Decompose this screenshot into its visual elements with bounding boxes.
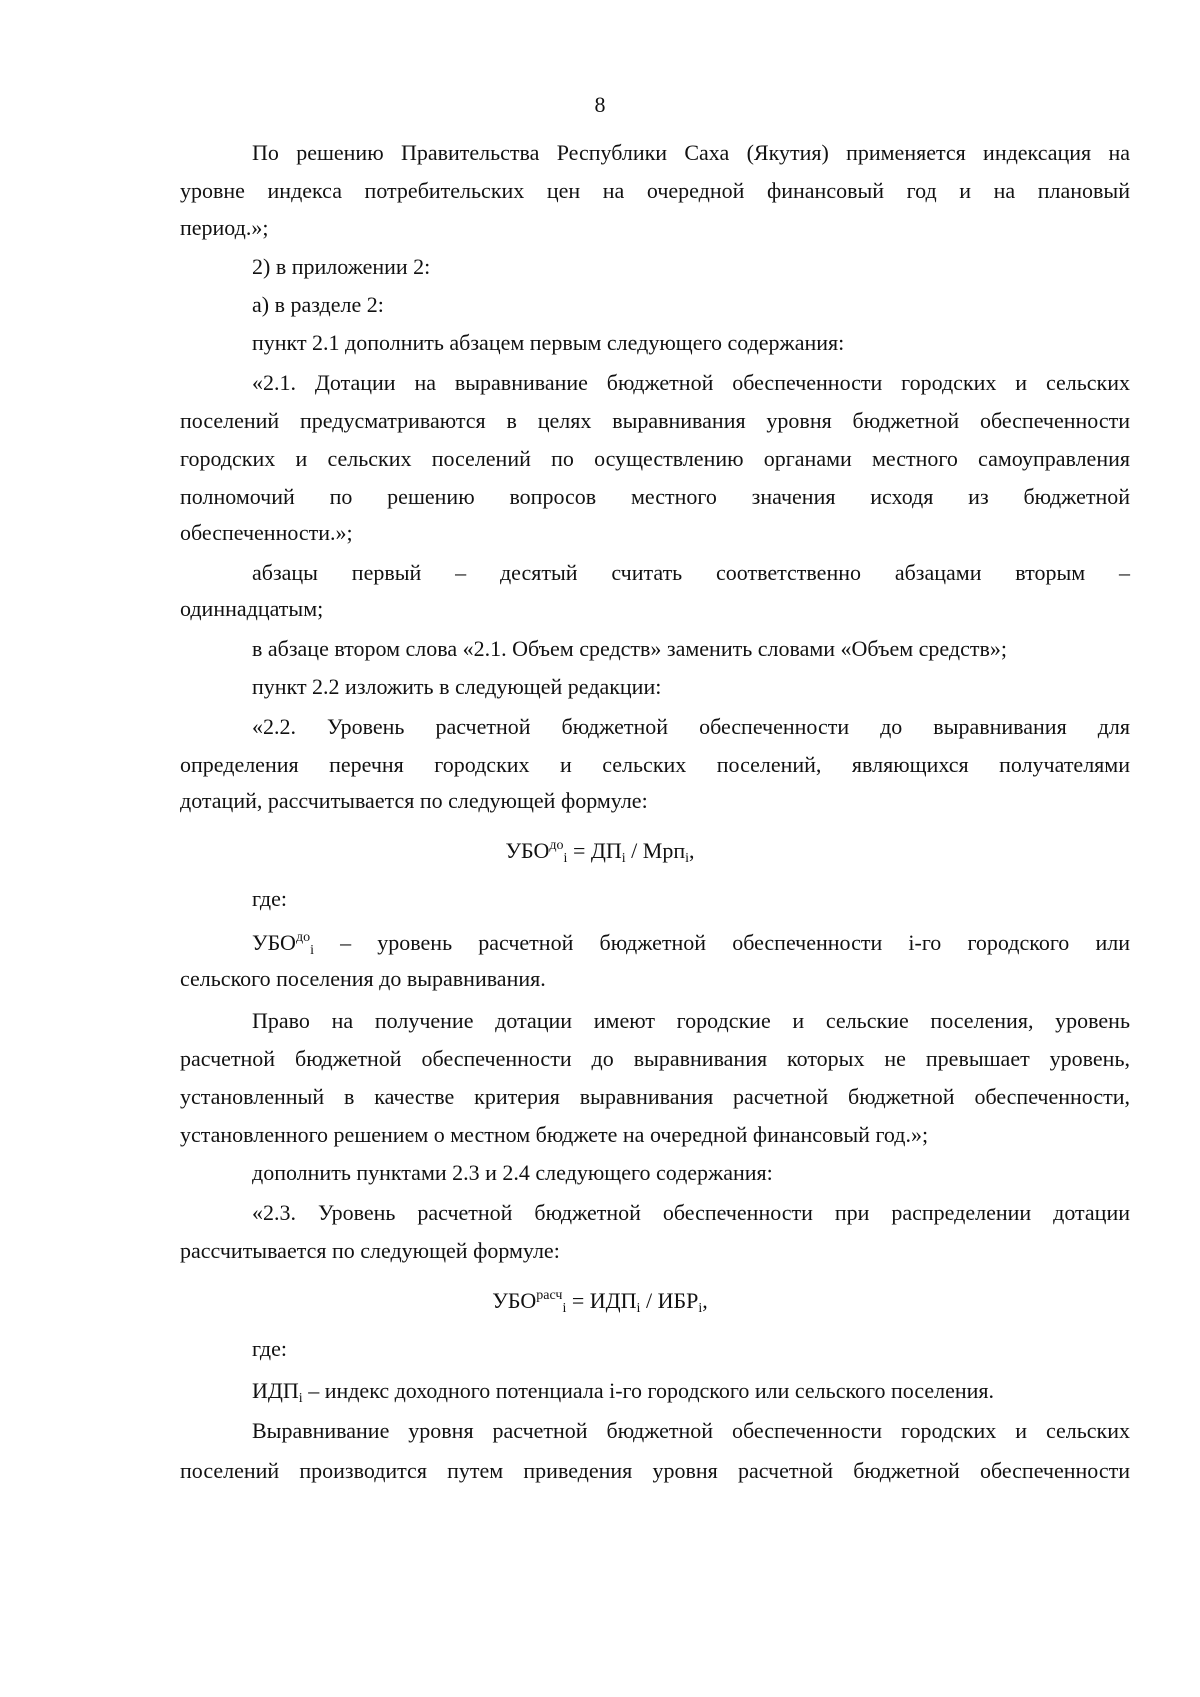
text-line: расчетной бюджетной обеспеченности до выравнивания которых не превышает уровень,: [180, 1046, 1130, 1071]
text-line: где:: [252, 1336, 287, 1361]
text-line: обеспеченности.»;: [180, 520, 353, 545]
definition-line: $ИДП_i$ – индекс доходного потенциала i-го городского или сельского поселения.: [252, 1378, 995, 1406]
text-line: «2.1. Дотации на выравнивание бюджетной обеспеченности городских и сельских: [252, 370, 1130, 395]
text-line: дополнить пунктами 2.3 и 2.4 следующего содержания:: [252, 1160, 773, 1185]
text-line: уровне индекса потребительских цен на очередной финансовый год и на плановый: [180, 178, 1130, 203]
text-line: Право на получение дотации имеют городские и сельские поселения, уровень: [252, 1008, 1130, 1033]
text-line: период.»;: [180, 215, 269, 240]
text-line: рассчитывается по следующей формуле:: [180, 1238, 560, 1263]
text-line: одиннадцатым;: [180, 596, 324, 621]
text-line: установленный в качестве критерия выравнивания расчетной бюджетной обеспеченности,: [180, 1084, 1130, 1109]
text-line: определения перечня городских и сельских поселений, являющихся получателями: [180, 752, 1130, 777]
text-line: Выравнивание уровня расчетной бюджетной обеспеченности городских и сельских: [252, 1418, 1130, 1443]
formula-1: $УБО^{до}_i = ДП_i / Мрп_i$,: [505, 838, 695, 866]
text-line: где:: [252, 886, 287, 911]
text-line: полномочий по решению вопросов местного значения исходя из бюджетной: [180, 484, 1130, 509]
text-line: в абзаце втором слова «2.1. Объем средств» заменить словами «Объем средств»;: [252, 636, 1007, 661]
page-number: 8: [594, 92, 606, 117]
text-line: городских и сельских поселений по осуществлению органами местного самоуправления: [180, 446, 1130, 471]
text-line: По решению Правительства Республики Саха (Якутия) применяется индексация на: [252, 140, 1130, 165]
text-line: «2.3. Уровень расчетной бюджетной обеспеченности при распределении дотации: [252, 1200, 1130, 1225]
text-line: дотаций, рассчитывается по следующей формуле:: [180, 788, 648, 813]
definition-line: $УБО^{до}_i$ – уровень расчетной бюджетной обеспеченности i-го городского или: [252, 930, 1130, 958]
text-line: поселений производится путем приведения уровня расчетной бюджетной обеспеченности: [180, 1458, 1130, 1483]
formula-2: $УБО^{расч}_i = ИДП_i / ИБР_i$,: [492, 1288, 708, 1316]
text-line: установленного решением о местном бюджете на очередной финансовый год.»;: [180, 1122, 929, 1147]
text-line: абзацы первый – десятый считать соответственно абзацами вторым –: [252, 560, 1130, 585]
text-line: 2) в приложении 2:: [252, 254, 431, 279]
text-line: «2.2. Уровень расчетной бюджетной обеспеченности до выравнивания для: [252, 714, 1130, 739]
text-line: а) в разделе 2:: [252, 292, 384, 317]
text-line: сельского поселения до выравнивания.: [180, 966, 546, 991]
text-line: пункт 2.1 дополнить абзацем первым следующего содержания:: [252, 330, 845, 355]
text-line: пункт 2.2 изложить в следующей редакции:: [252, 674, 662, 699]
text-line: поселений предусматриваются в целях выравнивания уровня бюджетной обеспеченности: [180, 408, 1130, 433]
